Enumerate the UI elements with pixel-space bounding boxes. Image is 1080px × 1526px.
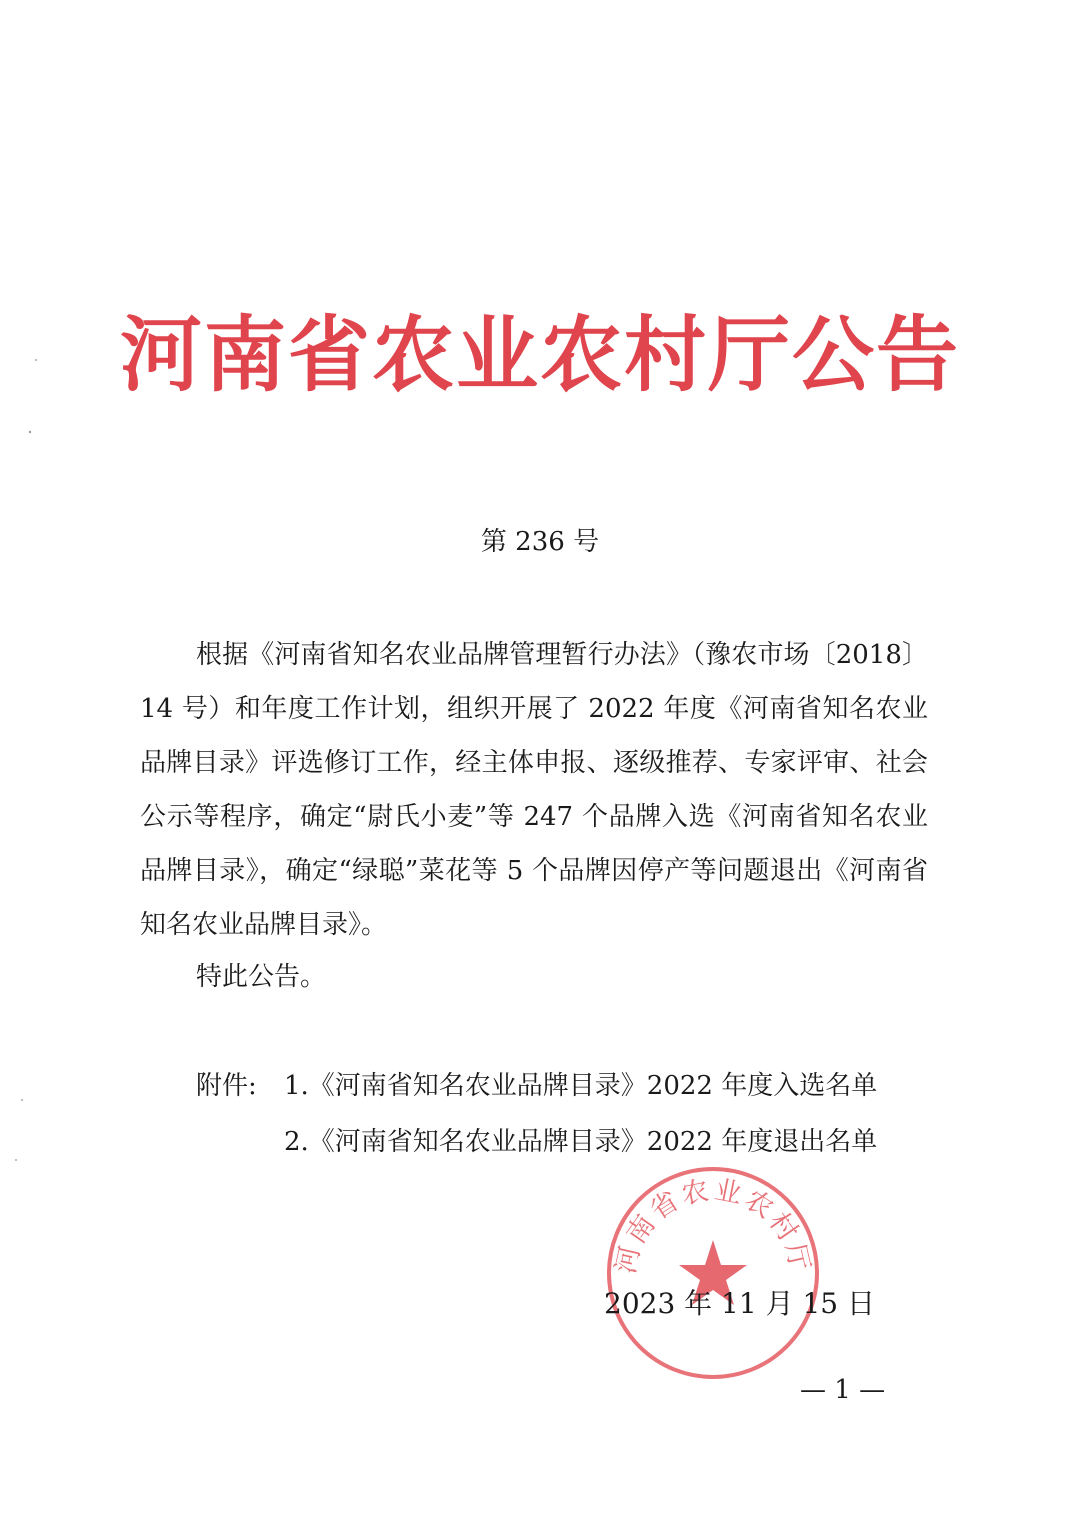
document-title: 河南省农业农村厅公告	[119, 307, 960, 403]
attachment-item: 1.《河南省知名农业品牌目录》2022 年度入选名单	[284, 1071, 878, 1101]
seal-text: 河南省农业农村厅	[610, 1174, 816, 1277]
scan-speck	[21, 1099, 23, 1101]
scan-speck	[29, 431, 31, 433]
document-date: 2023 年 11 月 15 日	[604, 1287, 876, 1320]
document-number: 第 236 号	[480, 527, 600, 557]
attachment-row	[196, 1058, 877, 1114]
official-seal	[604, 1164, 822, 1382]
attachment-item: 2.《河南省知名农业品牌目录》2022 年度退出名单	[284, 1127, 878, 1157]
body-paragraph: 根据《河南省知名农业品牌管理暂行办法》（豫农市场〔2018〕14 号）和年度工作计划，组织开展了 2022 年度《河南省知名农业品牌目录》评选修订工作，经主体申报、逐级推荐、专家评审、社会公示等程序，确定“尉氏小麦”等 247 个品牌入选《河南省知名农业品牌目录》，确定“绿聪”菜花等 5 个品牌因停产等问题退出《河南省知名农业品牌目录》。	[140, 640, 928, 940]
page-number: — 1 —	[800, 1375, 886, 1405]
scan-speck	[15, 1159, 17, 1161]
attachment-row	[196, 1114, 877, 1170]
attachments-label: 附件:	[196, 1071, 257, 1101]
attachments-list	[196, 1058, 877, 1170]
closing-line: 特此公告。	[196, 962, 327, 992]
